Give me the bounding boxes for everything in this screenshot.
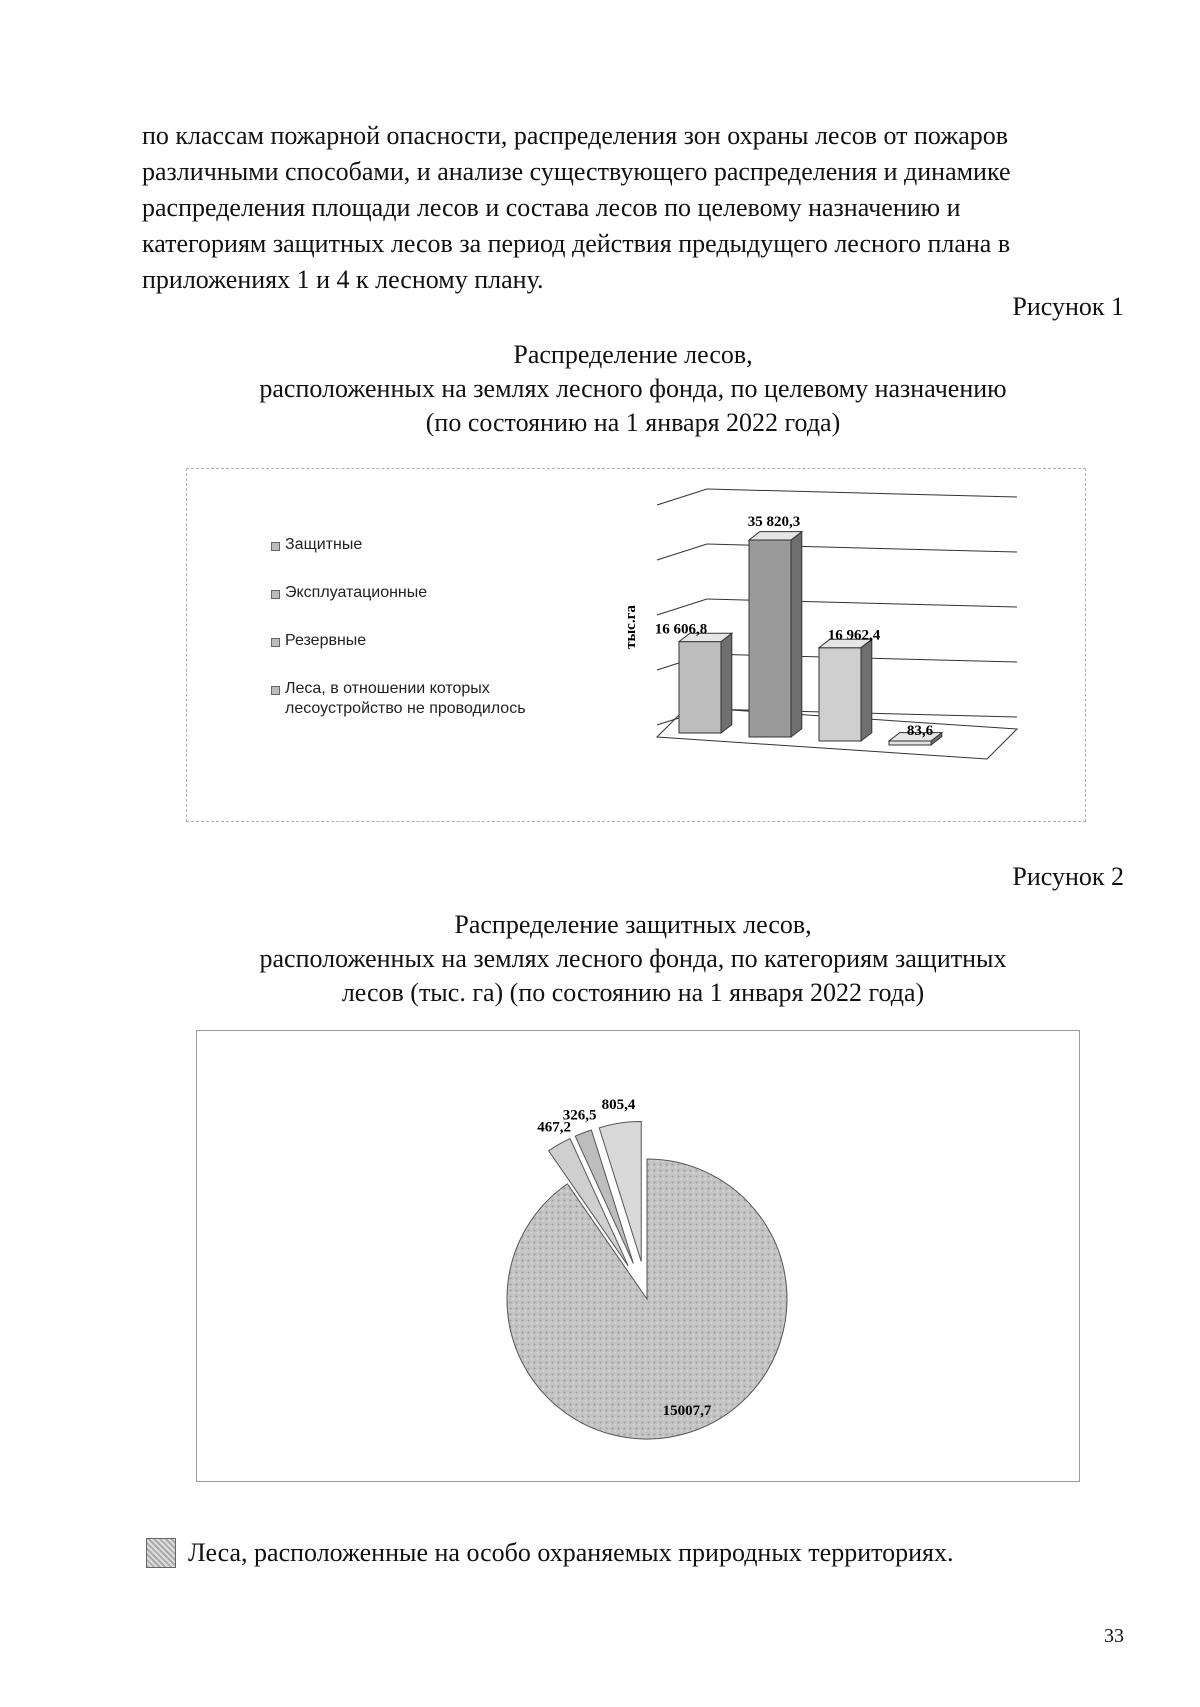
figure2-title-line: расположенных на землях лесного фонда, по категориям защитных	[259, 944, 1007, 973]
bar-side	[721, 633, 732, 733]
data-label: 15007,7	[662, 1403, 712, 1419]
bar-chart-frame	[186, 468, 1086, 822]
legend-label: Резервные	[285, 632, 367, 649]
figure1-title	[142, 338, 1124, 440]
bar-front	[889, 741, 931, 745]
data-label: 326,5	[562, 1107, 597, 1124]
bar-front	[819, 648, 861, 741]
figure2-label: Рисунок 2	[1012, 862, 1124, 891]
data-label: 16 606,8	[654, 621, 708, 638]
bar-front	[679, 642, 721, 733]
figure1-title-line: Распределение лесов,	[513, 340, 753, 369]
legend-label: лесоустройство не проводилось	[285, 700, 526, 717]
figure1-label: Рисунок 1	[1012, 292, 1124, 321]
intro-paragraph	[142, 118, 1124, 298]
gridline	[657, 544, 707, 560]
gridline	[707, 489, 1017, 497]
bar-chart	[187, 469, 1085, 821]
pie-legend	[146, 1538, 954, 1568]
data-label: 805,4	[601, 1097, 636, 1114]
legend-label: Защитные	[285, 536, 363, 553]
bar-side	[791, 532, 802, 737]
paragraph-line: категориям защитных лесов за период действия предыдущего лесного плана в	[142, 229, 1011, 258]
legend-swatch	[146, 1538, 176, 1568]
data-label: 35 820,3	[747, 513, 801, 530]
bar-side	[861, 639, 872, 741]
bar	[819, 639, 872, 741]
paragraph-line: различными способами, и анализе существующего распределения и динамике	[142, 157, 1011, 186]
bar	[679, 633, 732, 733]
paragraph-line: по классам пожарной опасности, распределения зон охраны лесов от пожаров	[142, 121, 1009, 150]
pie-slice	[507, 1159, 787, 1439]
paragraph-line: распределения площади лесов и состава лесов по целевому назначению и	[142, 193, 961, 222]
pie-chart	[197, 1031, 1079, 1481]
gridline	[657, 489, 707, 505]
page-number: 33	[1104, 1625, 1124, 1647]
data-label: 83,6	[906, 723, 934, 739]
figure2-title-line: Распределение защитных лесов,	[454, 910, 812, 939]
y-axis-label: тыс.га	[623, 605, 639, 649]
figure1-title-line: расположенных на землях лесного фонда, по целевому назначению	[259, 374, 1007, 403]
figure1-title-line: (по состоянию на 1 января 2022 года)	[425, 408, 841, 437]
legend-label: Эксплуатационные	[285, 584, 428, 601]
data-label: 467,2	[537, 1119, 572, 1136]
pie-chart-frame	[196, 1030, 1080, 1482]
figure2-title-line: лесов (тыс. га) (по состоянию на 1 января 2022 года)	[341, 978, 925, 1007]
legend-label: Леса, расположенные на особо охраняемых природных территориях.	[188, 1538, 954, 1567]
data-label: 16 962,4	[827, 627, 881, 644]
gridline	[657, 599, 707, 615]
bar	[749, 532, 802, 737]
bar-front	[749, 540, 791, 737]
legend-label: Леса, в отношении которых	[285, 680, 490, 697]
paragraph-line: приложениях 1 и 4 к лесному плану.	[142, 265, 544, 294]
figure2-title	[142, 908, 1124, 1010]
